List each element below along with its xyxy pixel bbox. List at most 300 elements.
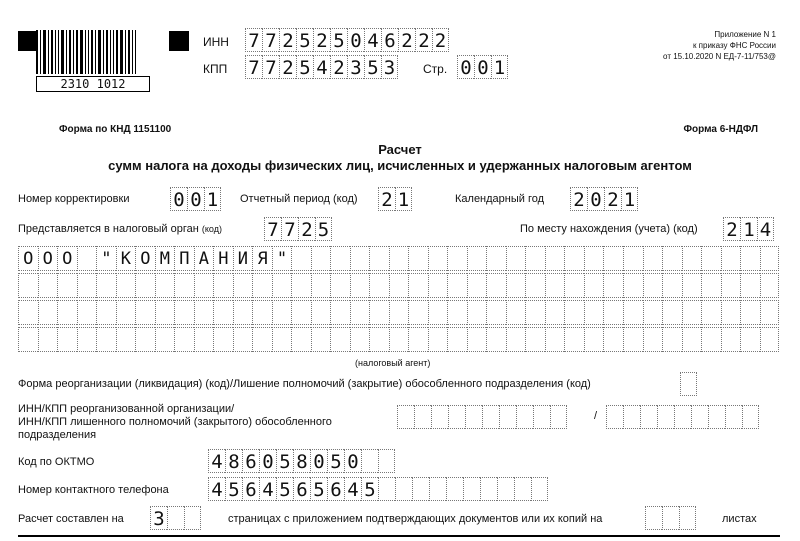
char-cell[interactable]: 2 — [415, 28, 432, 52]
char-cell[interactable] — [662, 246, 682, 271]
char-cell[interactable]: 2 — [570, 187, 587, 211]
char-cell[interactable] — [623, 273, 643, 298]
char-cell[interactable] — [545, 327, 565, 352]
char-cell[interactable] — [408, 300, 428, 325]
reorg-inn-label-1: ИНН/КПП реорганизованной организации/ — [18, 403, 235, 415]
char-cell[interactable]: 0 — [457, 55, 474, 79]
char-cell[interactable] — [38, 327, 58, 352]
inn-field[interactable] — [245, 28, 449, 52]
char-cell[interactable] — [77, 300, 97, 325]
location-label: По месту нахождения (учета) (код) — [520, 223, 698, 235]
barcode — [36, 30, 150, 90]
char-cell[interactable] — [499, 405, 516, 429]
sheets-field[interactable] — [645, 506, 696, 530]
char-cell[interactable]: 6 — [327, 477, 344, 501]
char-cell[interactable]: 2 — [432, 28, 449, 52]
char-cell[interactable] — [77, 327, 97, 352]
char-cell[interactable] — [564, 246, 584, 271]
char-cell[interactable] — [584, 327, 604, 352]
char-cell[interactable] — [330, 246, 350, 271]
char-cell[interactable] — [448, 405, 465, 429]
char-cell[interactable]: 0 — [187, 187, 204, 211]
char-cell[interactable] — [116, 327, 136, 352]
char-cell[interactable] — [369, 327, 389, 352]
char-cell[interactable] — [77, 246, 97, 271]
char-cell[interactable]: 2 — [313, 28, 330, 52]
reorg-inn-label-2: ИНН/КПП лишенного полномочий (закрытого) обособленного — [18, 416, 332, 428]
char-cell[interactable] — [428, 273, 448, 298]
char-cell[interactable] — [482, 405, 499, 429]
year-field[interactable] — [570, 187, 638, 211]
char-cell[interactable]: 6 — [242, 477, 259, 501]
char-cell[interactable] — [662, 300, 682, 325]
char-cell[interactable]: 7 — [245, 28, 262, 52]
char-cell[interactable] — [679, 506, 696, 530]
char-cell[interactable]: 7 — [264, 217, 281, 241]
char-cell[interactable] — [378, 449, 395, 473]
phone-label: Номер контактного телефона — [18, 484, 169, 496]
char-cell[interactable]: 5 — [330, 28, 347, 52]
char-cell[interactable] — [291, 300, 311, 325]
char-cell[interactable]: 4 — [344, 477, 361, 501]
char-cell[interactable] — [643, 246, 663, 271]
char-cell[interactable]: 0 — [587, 187, 604, 211]
char-cell[interactable]: 5 — [296, 55, 313, 79]
char-cell[interactable]: 3 — [347, 55, 364, 79]
char-cell[interactable] — [408, 273, 428, 298]
document-subtitle: сумм налога на доходы физических лиц, исчисленных и удержанных налоговым агентом — [108, 158, 692, 173]
char-cell[interactable] — [623, 300, 643, 325]
char-cell[interactable]: 1 — [204, 187, 221, 211]
char-cell[interactable] — [564, 327, 584, 352]
char-cell[interactable] — [395, 477, 412, 501]
char-cell[interactable] — [252, 273, 272, 298]
char-cell[interactable]: 6 — [242, 449, 259, 473]
char-cell[interactable] — [397, 405, 414, 429]
char-cell[interactable] — [116, 273, 136, 298]
barcode-number: 2310 1012 — [36, 76, 150, 92]
char-cell[interactable]: О — [57, 246, 77, 271]
char-cell[interactable] — [533, 405, 550, 429]
char-cell[interactable] — [516, 405, 533, 429]
char-cell[interactable] — [525, 327, 545, 352]
agent-name-row[interactable] — [18, 300, 779, 325]
char-cell[interactable] — [213, 273, 233, 298]
char-cell[interactable] — [38, 300, 58, 325]
char-cell[interactable] — [682, 300, 702, 325]
char-cell[interactable] — [311, 273, 331, 298]
char-cell[interactable] — [645, 506, 662, 530]
char-cell[interactable]: 0 — [474, 55, 491, 79]
char-cell[interactable]: О — [38, 246, 58, 271]
char-cell[interactable] — [584, 300, 604, 325]
char-cell[interactable]: О — [18, 246, 38, 271]
char-cell[interactable] — [545, 273, 565, 298]
char-cell[interactable] — [467, 300, 487, 325]
char-cell[interactable] — [369, 300, 389, 325]
alignment-marker-left — [18, 31, 38, 51]
char-cell[interactable] — [740, 246, 760, 271]
char-cell[interactable] — [525, 300, 545, 325]
char-cell[interactable] — [57, 300, 77, 325]
char-cell[interactable] — [194, 300, 214, 325]
char-cell[interactable] — [272, 300, 292, 325]
char-cell[interactable] — [465, 405, 482, 429]
char-cell[interactable] — [691, 405, 708, 429]
form-name: Форма 6-НДФЛ — [683, 124, 758, 135]
document-title: Расчет — [378, 142, 422, 157]
char-cell[interactable] — [486, 327, 506, 352]
char-cell[interactable] — [428, 300, 448, 325]
char-cell[interactable]: 5 — [276, 477, 293, 501]
char-cell[interactable] — [623, 405, 640, 429]
char-cell[interactable] — [57, 327, 77, 352]
char-cell[interactable] — [408, 327, 428, 352]
char-cell[interactable] — [623, 327, 643, 352]
char-cell[interactable]: 5 — [315, 217, 332, 241]
char-cell[interactable] — [135, 300, 155, 325]
char-cell[interactable] — [584, 273, 604, 298]
char-cell[interactable] — [350, 327, 370, 352]
char-cell[interactable] — [740, 273, 760, 298]
char-cell[interactable] — [497, 477, 514, 501]
agent-name-row[interactable] — [18, 273, 779, 298]
tax-agent-caption: (налоговый агент) — [355, 358, 431, 368]
location-field[interactable] — [723, 217, 774, 241]
char-cell[interactable] — [155, 327, 175, 352]
char-cell[interactable] — [525, 273, 545, 298]
char-cell[interactable] — [467, 273, 487, 298]
char-cell[interactable] — [701, 246, 721, 271]
char-cell[interactable]: 0 — [170, 187, 187, 211]
char-cell[interactable] — [369, 246, 389, 271]
kpp-label: КПП — [203, 62, 228, 76]
correction-label: Номер корректировки — [18, 193, 130, 205]
char-cell[interactable] — [361, 449, 378, 473]
char-cell[interactable]: О — [135, 246, 155, 271]
char-cell[interactable] — [467, 246, 487, 271]
char-cell[interactable]: 0 — [344, 449, 361, 473]
char-cell[interactable] — [545, 246, 565, 271]
char-cell[interactable]: " — [96, 246, 116, 271]
sheets-label: листах — [722, 513, 757, 525]
char-cell[interactable]: 4 — [757, 217, 774, 241]
alignment-marker-right — [169, 31, 189, 51]
char-cell[interactable] — [486, 300, 506, 325]
char-cell[interactable] — [740, 327, 760, 352]
char-cell[interactable]: 3 — [381, 55, 398, 79]
char-cell[interactable] — [643, 300, 663, 325]
char-cell[interactable] — [330, 273, 350, 298]
char-cell[interactable] — [429, 477, 446, 501]
char-cell[interactable] — [389, 246, 409, 271]
char-cell[interactable] — [506, 327, 526, 352]
agent-name-row[interactable] — [18, 246, 779, 271]
char-cell[interactable] — [311, 246, 331, 271]
char-cell[interactable]: 5 — [327, 449, 344, 473]
char-cell[interactable] — [463, 477, 480, 501]
char-cell[interactable] — [174, 300, 194, 325]
period-field[interactable] — [378, 187, 412, 211]
char-cell[interactable]: 3 — [150, 506, 167, 530]
char-cell[interactable] — [564, 273, 584, 298]
char-cell[interactable] — [760, 273, 780, 298]
char-cell[interactable] — [506, 300, 526, 325]
char-cell[interactable]: 2 — [723, 217, 740, 241]
char-cell[interactable] — [96, 273, 116, 298]
char-cell[interactable] — [531, 477, 548, 501]
char-cell[interactable] — [412, 477, 429, 501]
char-cell[interactable]: 8 — [293, 449, 310, 473]
char-cell[interactable]: " — [272, 246, 292, 271]
char-cell[interactable] — [721, 273, 741, 298]
char-cell[interactable] — [389, 300, 409, 325]
char-cell[interactable] — [116, 300, 136, 325]
char-cell[interactable] — [291, 327, 311, 352]
char-cell[interactable]: 0 — [310, 449, 327, 473]
bottom-divider — [18, 535, 780, 537]
char-cell[interactable] — [252, 327, 272, 352]
char-cell[interactable]: М — [155, 246, 175, 271]
char-cell[interactable]: 5 — [310, 477, 327, 501]
char-cell[interactable] — [252, 300, 272, 325]
char-cell[interactable] — [447, 273, 467, 298]
char-cell[interactable]: 1 — [395, 187, 412, 211]
char-cell[interactable] — [18, 300, 38, 325]
char-cell[interactable]: 1 — [491, 55, 508, 79]
char-cell[interactable]: 7 — [281, 217, 298, 241]
char-cell[interactable] — [760, 327, 780, 352]
char-cell[interactable] — [389, 273, 409, 298]
char-cell[interactable] — [184, 506, 201, 530]
oktmo-field[interactable] — [208, 449, 395, 473]
char-cell[interactable]: 4 — [208, 449, 225, 473]
char-cell[interactable] — [350, 273, 370, 298]
char-cell[interactable] — [606, 405, 623, 429]
char-cell[interactable] — [467, 327, 487, 352]
char-cell[interactable] — [233, 273, 253, 298]
char-cell[interactable] — [662, 273, 682, 298]
phone-field[interactable] — [208, 477, 548, 501]
correction-field[interactable] — [170, 187, 221, 211]
char-cell[interactable]: 0 — [347, 28, 364, 52]
char-cell[interactable] — [174, 327, 194, 352]
char-cell[interactable] — [701, 327, 721, 352]
char-cell[interactable] — [350, 246, 370, 271]
char-cell[interactable] — [428, 327, 448, 352]
char-cell[interactable]: 2 — [279, 55, 296, 79]
char-cell[interactable] — [291, 273, 311, 298]
char-cell[interactable]: 2 — [330, 55, 347, 79]
char-cell[interactable]: 1 — [621, 187, 638, 211]
char-cell[interactable] — [233, 327, 253, 352]
char-cell[interactable] — [446, 477, 463, 501]
kpp-field[interactable] — [245, 55, 398, 79]
page-label: Стр. — [423, 62, 448, 76]
char-cell[interactable] — [18, 273, 38, 298]
char-cell[interactable] — [414, 405, 431, 429]
char-cell[interactable]: И — [233, 246, 253, 271]
tax-agent-name-grid[interactable] — [18, 246, 779, 354]
char-cell[interactable] — [760, 246, 780, 271]
char-cell[interactable]: 6 — [293, 477, 310, 501]
char-cell[interactable] — [233, 300, 253, 325]
char-cell[interactable] — [330, 300, 350, 325]
char-cell[interactable]: 2 — [378, 187, 395, 211]
tax-authority-field[interactable] — [264, 217, 332, 241]
char-cell[interactable] — [486, 246, 506, 271]
char-cell[interactable]: 4 — [313, 55, 330, 79]
char-cell[interactable] — [721, 246, 741, 271]
char-cell[interactable]: 5 — [276, 449, 293, 473]
oktmo-label: Код по ОКТМО — [18, 456, 95, 468]
char-cell[interactable] — [428, 246, 448, 271]
char-cell[interactable]: 6 — [381, 28, 398, 52]
char-cell[interactable] — [514, 477, 531, 501]
char-cell[interactable]: 5 — [296, 28, 313, 52]
char-cell[interactable] — [682, 327, 702, 352]
char-cell[interactable] — [480, 477, 497, 501]
appendix-line-2: к приказу ФНС России — [692, 41, 776, 50]
char-cell[interactable] — [725, 405, 742, 429]
char-cell[interactable]: 7 — [262, 55, 279, 79]
char-cell[interactable]: П — [174, 246, 194, 271]
reorg-inn-label-3: подразделения — [18, 429, 97, 441]
char-cell[interactable] — [194, 327, 214, 352]
char-cell[interactable] — [96, 300, 116, 325]
char-cell[interactable] — [408, 246, 428, 271]
char-cell[interactable] — [96, 327, 116, 352]
char-cell[interactable] — [447, 300, 467, 325]
char-cell[interactable]: 0 — [259, 449, 276, 473]
char-cell[interactable]: 4 — [364, 28, 381, 52]
char-cell[interactable] — [662, 327, 682, 352]
char-cell[interactable] — [701, 273, 721, 298]
char-cell[interactable]: А — [194, 246, 214, 271]
char-cell[interactable] — [682, 246, 702, 271]
char-cell[interactable] — [135, 327, 155, 352]
char-cell[interactable] — [38, 273, 58, 298]
char-cell[interactable] — [174, 273, 194, 298]
char-cell[interactable] — [431, 405, 448, 429]
char-cell[interactable] — [77, 273, 97, 298]
char-cell[interactable] — [603, 300, 623, 325]
char-cell[interactable]: 7 — [245, 55, 262, 79]
char-cell[interactable] — [742, 405, 759, 429]
char-cell[interactable] — [194, 273, 214, 298]
pages-field[interactable] — [150, 506, 201, 530]
char-cell[interactable] — [662, 506, 679, 530]
char-cell[interactable] — [545, 300, 565, 325]
char-cell[interactable] — [584, 246, 604, 271]
appendix-line-3: от 15.10.2020 N ЕД-7-11/753@ — [663, 52, 776, 61]
char-cell[interactable] — [525, 246, 545, 271]
char-cell[interactable]: 2 — [279, 28, 296, 52]
char-cell[interactable]: 8 — [225, 449, 242, 473]
char-cell[interactable] — [213, 327, 233, 352]
char-cell[interactable] — [550, 405, 567, 429]
char-cell[interactable] — [135, 273, 155, 298]
char-cell[interactable] — [564, 300, 584, 325]
char-cell[interactable] — [643, 327, 663, 352]
char-cell[interactable] — [378, 477, 395, 501]
char-cell[interactable] — [167, 506, 184, 530]
page-number-field[interactable] — [457, 55, 508, 79]
char-cell[interactable] — [330, 327, 350, 352]
char-cell[interactable] — [682, 273, 702, 298]
char-cell[interactable] — [506, 246, 526, 271]
char-cell[interactable] — [680, 372, 697, 396]
char-cell[interactable]: 5 — [364, 55, 381, 79]
char-cell[interactable] — [603, 246, 623, 271]
char-cell[interactable] — [311, 300, 331, 325]
char-cell[interactable] — [57, 273, 77, 298]
char-cell[interactable] — [674, 405, 691, 429]
char-cell[interactable] — [721, 300, 741, 325]
char-cell[interactable] — [291, 246, 311, 271]
pages-middle-text: страницах с приложением подтверждающих документов или их копий на — [228, 513, 603, 525]
char-cell[interactable] — [701, 300, 721, 325]
char-cell[interactable] — [213, 300, 233, 325]
reorg-slash: / — [594, 410, 598, 422]
char-cell[interactable]: Н — [213, 246, 233, 271]
char-cell[interactable] — [721, 327, 741, 352]
char-cell[interactable]: Я — [252, 246, 272, 271]
char-cell[interactable] — [640, 405, 657, 429]
reorg-kpp-field[interactable] — [606, 405, 759, 429]
char-cell[interactable] — [657, 405, 674, 429]
pages-label: Расчет составлен на — [18, 513, 124, 525]
char-cell[interactable]: К — [116, 246, 136, 271]
char-cell[interactable] — [18, 327, 38, 352]
char-cell[interactable] — [623, 246, 643, 271]
char-cell[interactable] — [155, 300, 175, 325]
char-cell[interactable]: 1 — [740, 217, 757, 241]
char-cell[interactable]: 2 — [398, 28, 415, 52]
char-cell[interactable]: 2 — [298, 217, 315, 241]
inn-label: ИНН — [203, 35, 229, 49]
char-cell[interactable] — [760, 300, 780, 325]
char-cell[interactable] — [389, 327, 409, 352]
char-cell[interactable] — [603, 273, 623, 298]
char-cell[interactable]: 4 — [208, 477, 225, 501]
char-cell[interactable] — [708, 405, 725, 429]
char-cell[interactable] — [506, 273, 526, 298]
char-cell[interactable] — [603, 327, 623, 352]
char-cell[interactable]: 5 — [225, 477, 242, 501]
year-label: Календарный год — [455, 193, 545, 205]
char-cell[interactable] — [740, 300, 760, 325]
char-cell[interactable] — [311, 327, 331, 352]
char-cell[interactable]: 4 — [259, 477, 276, 501]
agent-name-row[interactable] — [18, 327, 779, 352]
char-cell[interactable]: 2 — [604, 187, 621, 211]
period-label: Отчетный период (код) — [240, 193, 358, 205]
char-cell[interactable] — [272, 327, 292, 352]
char-cell[interactable] — [643, 273, 663, 298]
char-cell[interactable] — [155, 273, 175, 298]
char-cell[interactable] — [272, 273, 292, 298]
char-cell[interactable]: 5 — [361, 477, 378, 501]
char-cell[interactable] — [350, 300, 370, 325]
char-cell[interactable] — [369, 273, 389, 298]
reorg-inn-field[interactable] — [397, 405, 567, 429]
reorg-form-field[interactable] — [680, 372, 697, 396]
char-cell[interactable] — [447, 327, 467, 352]
char-cell[interactable] — [486, 273, 506, 298]
char-cell[interactable]: 7 — [262, 28, 279, 52]
char-cell[interactable] — [447, 246, 467, 271]
